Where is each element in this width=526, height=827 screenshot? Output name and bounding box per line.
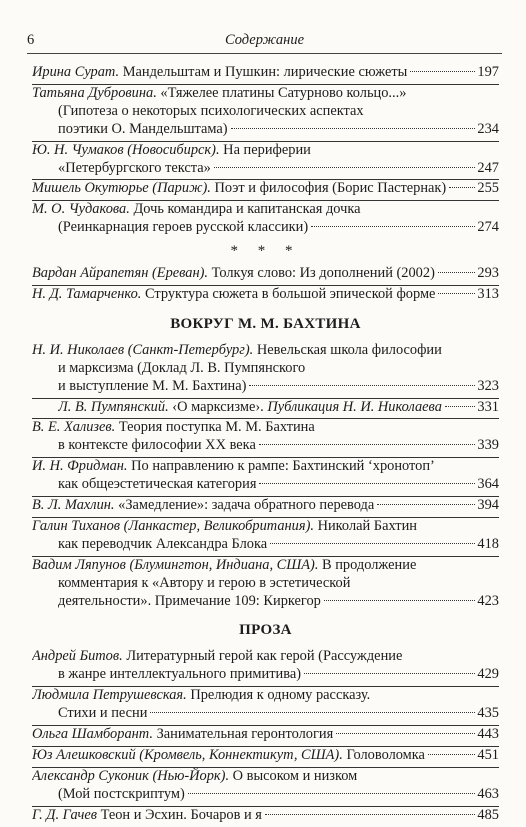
page-header — [27, 30, 502, 50]
toc-author: Мишель Окутюрье — [32, 180, 149, 197]
toc-line-text — [58, 476, 256, 494]
toc-author: И. Н. Фридман. — [32, 458, 128, 475]
toc-page-number: 331 — [477, 398, 499, 415]
toc-entry[interactable] — [32, 418, 499, 455]
toc-author: В. Л. Махлин. — [32, 497, 115, 514]
toc-place: (Париж). — [152, 180, 211, 197]
toc-title: Головоломка — [346, 746, 425, 763]
toc-title: в контексте философии XX века — [58, 437, 256, 454]
toc-title: как переводчик Александра Блока — [58, 535, 268, 552]
toc-line — [32, 160, 499, 178]
toc-group-3 — [32, 342, 499, 611]
toc-line-text — [32, 807, 262, 825]
toc-title: Стихи и песни — [58, 705, 148, 722]
toc-line — [32, 476, 499, 494]
toc-title: в жанре интеллектуального примитива) — [58, 666, 302, 683]
toc-place: (Санкт-Петербург). — [127, 341, 254, 358]
toc-title: и марксизма (Доклад Л. В. Пумпянского — [58, 359, 306, 376]
toc-line-text — [32, 687, 370, 705]
toc-line-text — [58, 575, 350, 593]
toc-line-text — [58, 666, 301, 684]
section-title-bakhtin: ВОКРУГ М. М. БАХТИНА — [170, 315, 361, 332]
toc-page-number: 323 — [477, 377, 499, 394]
toc-place: (Нью-Йорк). — [152, 767, 230, 784]
dot-leader — [377, 504, 475, 505]
toc-line — [32, 378, 499, 396]
toc-page-number: 429 — [477, 666, 499, 683]
toc-line-text — [32, 747, 425, 765]
toc-line-text — [58, 160, 211, 178]
toc-title: поэтики О. Мандельштама) — [58, 120, 228, 137]
toc-entry[interactable] — [32, 806, 499, 825]
toc-line-text — [32, 180, 446, 198]
toc-line — [32, 726, 499, 744]
toc-title: (Гипотеза о некоторых психологических аспектах — [58, 102, 364, 119]
dot-leader — [449, 187, 475, 188]
toc-title: В продолжение — [322, 556, 417, 573]
dot-leader — [259, 444, 475, 445]
dot-leader — [259, 483, 475, 484]
toc-line-text — [32, 518, 417, 536]
toc-title: «Замедление»: задача обратного перевода — [118, 497, 375, 514]
toc-entry[interactable] — [32, 398, 499, 417]
toc-line — [32, 747, 499, 765]
toc-title: По направлению к рампе: Бахтинский ‘хронотоп’ — [131, 458, 435, 475]
toc-entry[interactable] — [32, 64, 499, 82]
toc-title: деятельности». Примечание 109: Киркегор — [58, 592, 321, 609]
toc-line — [32, 497, 499, 515]
toc-author: Л. В. Пумпянский. — [58, 398, 169, 415]
dot-leader — [410, 71, 475, 72]
toc-line-text — [32, 768, 357, 786]
toc-line — [32, 286, 499, 304]
dot-leader — [304, 673, 475, 674]
toc-line-text — [32, 85, 406, 103]
toc-author: Г. Д. Гачев — [32, 806, 97, 823]
toc-author: Галин Тиханов — [32, 517, 121, 534]
section-divider-stars: * * * — [230, 243, 301, 260]
toc-entry[interactable] — [32, 496, 499, 515]
toc-author: Н. И. Николаев — [32, 341, 125, 358]
toc-title: Литературный герой как герой (Рассуждение — [126, 648, 403, 665]
toc-author: В. Е. Хализев. — [32, 419, 116, 436]
toc-page-number: 443 — [477, 726, 499, 742]
toc-title: Структура сюжета в большой эпической форме — [144, 285, 436, 302]
toc-line-text — [58, 360, 305, 378]
toc-line — [32, 807, 499, 825]
toc-title: Николай Бахтин — [317, 517, 417, 534]
toc-note: Публикация Н. И. Николаева — [267, 398, 442, 415]
toc-group-2 — [32, 265, 499, 304]
toc-line-text — [32, 64, 407, 82]
toc-title: (Реинкарнация героев русской классики) — [58, 219, 309, 236]
toc-entry[interactable] — [32, 517, 499, 554]
toc-line — [32, 142, 499, 160]
toc-entry[interactable] — [32, 179, 499, 198]
toc-line-text — [32, 557, 416, 575]
toc-place: (Кромвель, Коннектикут, США). — [139, 746, 343, 763]
toc-author: Ю. Н. Чумаков — [32, 141, 124, 158]
dot-leader — [150, 712, 475, 713]
dot-leader — [311, 226, 475, 227]
toc-author: Андрей Битов. — [32, 648, 123, 665]
toc-line-text — [58, 437, 256, 455]
toc-page-number: 463 — [477, 785, 499, 802]
toc-line-text — [32, 726, 333, 744]
toc-line — [32, 201, 499, 219]
toc-entry[interactable] — [32, 556, 499, 611]
toc-line — [32, 121, 499, 139]
toc-title: Поэт и философия (Борис Пастернак) — [214, 180, 447, 197]
toc-author: Татьяна Дубровина. — [32, 84, 157, 101]
toc-entry[interactable] — [32, 648, 499, 684]
toc-line — [32, 705, 499, 723]
toc-author: Александр Суконик — [32, 767, 149, 784]
toc-line — [32, 648, 499, 666]
dot-leader — [188, 793, 475, 794]
section-title-prose: ПРОЗА — [239, 622, 292, 639]
toc-title: Теон и Эсхин. Бочаров и я — [100, 806, 262, 823]
toc-line-text — [32, 286, 435, 304]
toc-line-text — [58, 786, 185, 804]
toc-author: Вадим Ляпунов — [32, 556, 126, 573]
toc-page-number: 451 — [477, 746, 499, 763]
toc-line-text — [58, 705, 147, 723]
header-rule — [27, 53, 502, 54]
dot-leader — [445, 406, 475, 407]
toc-place: (Новосибирск). — [127, 141, 220, 158]
toc-line-text — [58, 103, 364, 121]
toc-title: О высоком и низком — [232, 767, 358, 784]
toc-title: Занимательная геронтология — [156, 726, 334, 742]
toc-title: Прелюдия к одному рассказу. — [190, 687, 371, 704]
toc-place: (Ланкастер, Великобритания). — [123, 517, 314, 534]
toc-line-text — [32, 648, 402, 666]
toc-entry[interactable] — [32, 457, 499, 494]
toc-line — [32, 265, 499, 283]
dot-leader — [324, 600, 475, 601]
toc-line — [32, 518, 499, 536]
page-number: 6 — [27, 32, 35, 48]
toc-entry[interactable] — [32, 141, 499, 178]
toc-line — [32, 786, 499, 804]
toc-author: М. О. Чудакова. — [32, 201, 130, 218]
toc-page-number: 485 — [477, 806, 499, 823]
toc-line — [32, 419, 499, 437]
dot-leader — [336, 733, 475, 734]
toc-entry[interactable] — [32, 342, 499, 396]
toc-line — [32, 64, 499, 82]
toc-group-4 — [32, 648, 499, 824]
toc-page-number: 197 — [477, 64, 499, 80]
toc-entry[interactable] — [32, 686, 499, 723]
table-of-contents — [32, 64, 499, 827]
toc-line-text — [32, 142, 311, 160]
toc-place: (Ереван). — [151, 265, 209, 282]
toc-author: Людмила Петрушевская. — [32, 687, 187, 704]
toc-page-number: 339 — [477, 437, 499, 454]
dot-leader — [438, 293, 475, 294]
toc-author: Н. Д. Тамарченко. — [32, 285, 142, 302]
toc-line-text — [32, 458, 435, 476]
toc-page-number: 423 — [477, 592, 499, 609]
toc-entry[interactable] — [32, 767, 499, 804]
toc-line — [32, 557, 499, 575]
toc-line-text — [58, 378, 246, 396]
toc-line — [32, 575, 499, 593]
toc-page-number: 274 — [477, 219, 499, 236]
toc-line — [32, 593, 499, 611]
toc-title: На периферии — [223, 141, 311, 158]
toc-line — [32, 437, 499, 455]
toc-line-text — [32, 419, 315, 437]
toc-line — [32, 458, 499, 476]
toc-title: Невельская школа философии — [256, 341, 442, 358]
toc-author: Вардан Айрапетян — [32, 265, 149, 282]
toc-page-number: 435 — [477, 705, 499, 722]
toc-entry[interactable] — [32, 746, 499, 765]
toc-line-text — [32, 201, 361, 219]
toc-page-number: 255 — [477, 180, 499, 197]
dot-leader — [438, 272, 475, 273]
toc-page-number: 293 — [477, 265, 499, 282]
toc-author: Ирина Сурат. — [32, 64, 120, 80]
toc-group-1 — [32, 64, 499, 237]
toc-line — [32, 85, 499, 103]
toc-line-text — [58, 399, 442, 417]
toc-title: «Петербургского текста» — [58, 159, 211, 176]
toc-page-number: 247 — [477, 159, 499, 176]
toc-title: Толкуя слово: Из дополнений (2002) — [211, 265, 435, 282]
toc-title: и выступление М. М. Бахтина) — [58, 377, 247, 394]
toc-author: Ольга Шамборант. — [32, 726, 153, 742]
dot-leader — [265, 814, 475, 815]
toc-line — [32, 103, 499, 121]
toc-line-text — [58, 593, 321, 611]
toc-line — [32, 180, 499, 198]
toc-place: (Блумингтон, Индиана, США). — [129, 556, 319, 573]
toc-title: Мандельштам и Пушкин: лирические сюжеты — [122, 64, 408, 80]
toc-line-text — [32, 497, 374, 515]
toc-title: (Мой постскриптум) — [58, 785, 185, 802]
toc-page-number: 364 — [477, 476, 499, 493]
toc-title: как общеэстетическая категория — [58, 476, 257, 493]
toc-title: Теория поступка М. М. Бахтина — [118, 419, 315, 436]
toc-line — [32, 219, 499, 237]
running-title: Содержание — [224, 32, 305, 48]
toc-title: «Тяжелее платины Сатурново кольцо...» — [160, 84, 407, 101]
dot-leader — [270, 543, 475, 544]
toc-entry[interactable] — [32, 285, 499, 304]
toc-line — [32, 536, 499, 554]
dot-leader — [231, 128, 475, 129]
toc-title: ‹О марксизме›. — [172, 398, 264, 415]
dot-leader — [214, 167, 475, 168]
toc-line — [32, 399, 499, 417]
toc-page-number: 418 — [477, 535, 499, 552]
toc-line — [32, 666, 499, 684]
toc-title: Дочь командира и капитанская дочка — [133, 201, 361, 218]
toc-entry[interactable] — [32, 265, 499, 283]
toc-page-number: 234 — [477, 120, 499, 137]
toc-entry[interactable] — [32, 725, 499, 744]
toc-entry[interactable] — [32, 84, 499, 139]
toc-line — [32, 768, 499, 786]
toc-line-text — [58, 121, 228, 139]
toc-line — [32, 342, 499, 360]
toc-author: Юз Алешковский — [32, 746, 136, 763]
toc-title: комментария к «Автору и герою в эстетической — [58, 574, 351, 591]
toc-line-text — [58, 536, 267, 554]
toc-page-number: 313 — [477, 285, 499, 302]
toc-line-text — [32, 342, 442, 360]
toc-line-text — [32, 265, 435, 283]
toc-entry[interactable] — [32, 200, 499, 237]
toc-line — [32, 360, 499, 378]
dot-leader — [249, 385, 475, 386]
toc-page-number: 394 — [477, 497, 499, 514]
toc-line-text — [58, 219, 308, 237]
toc-line — [32, 687, 499, 705]
dot-leader — [428, 754, 475, 755]
